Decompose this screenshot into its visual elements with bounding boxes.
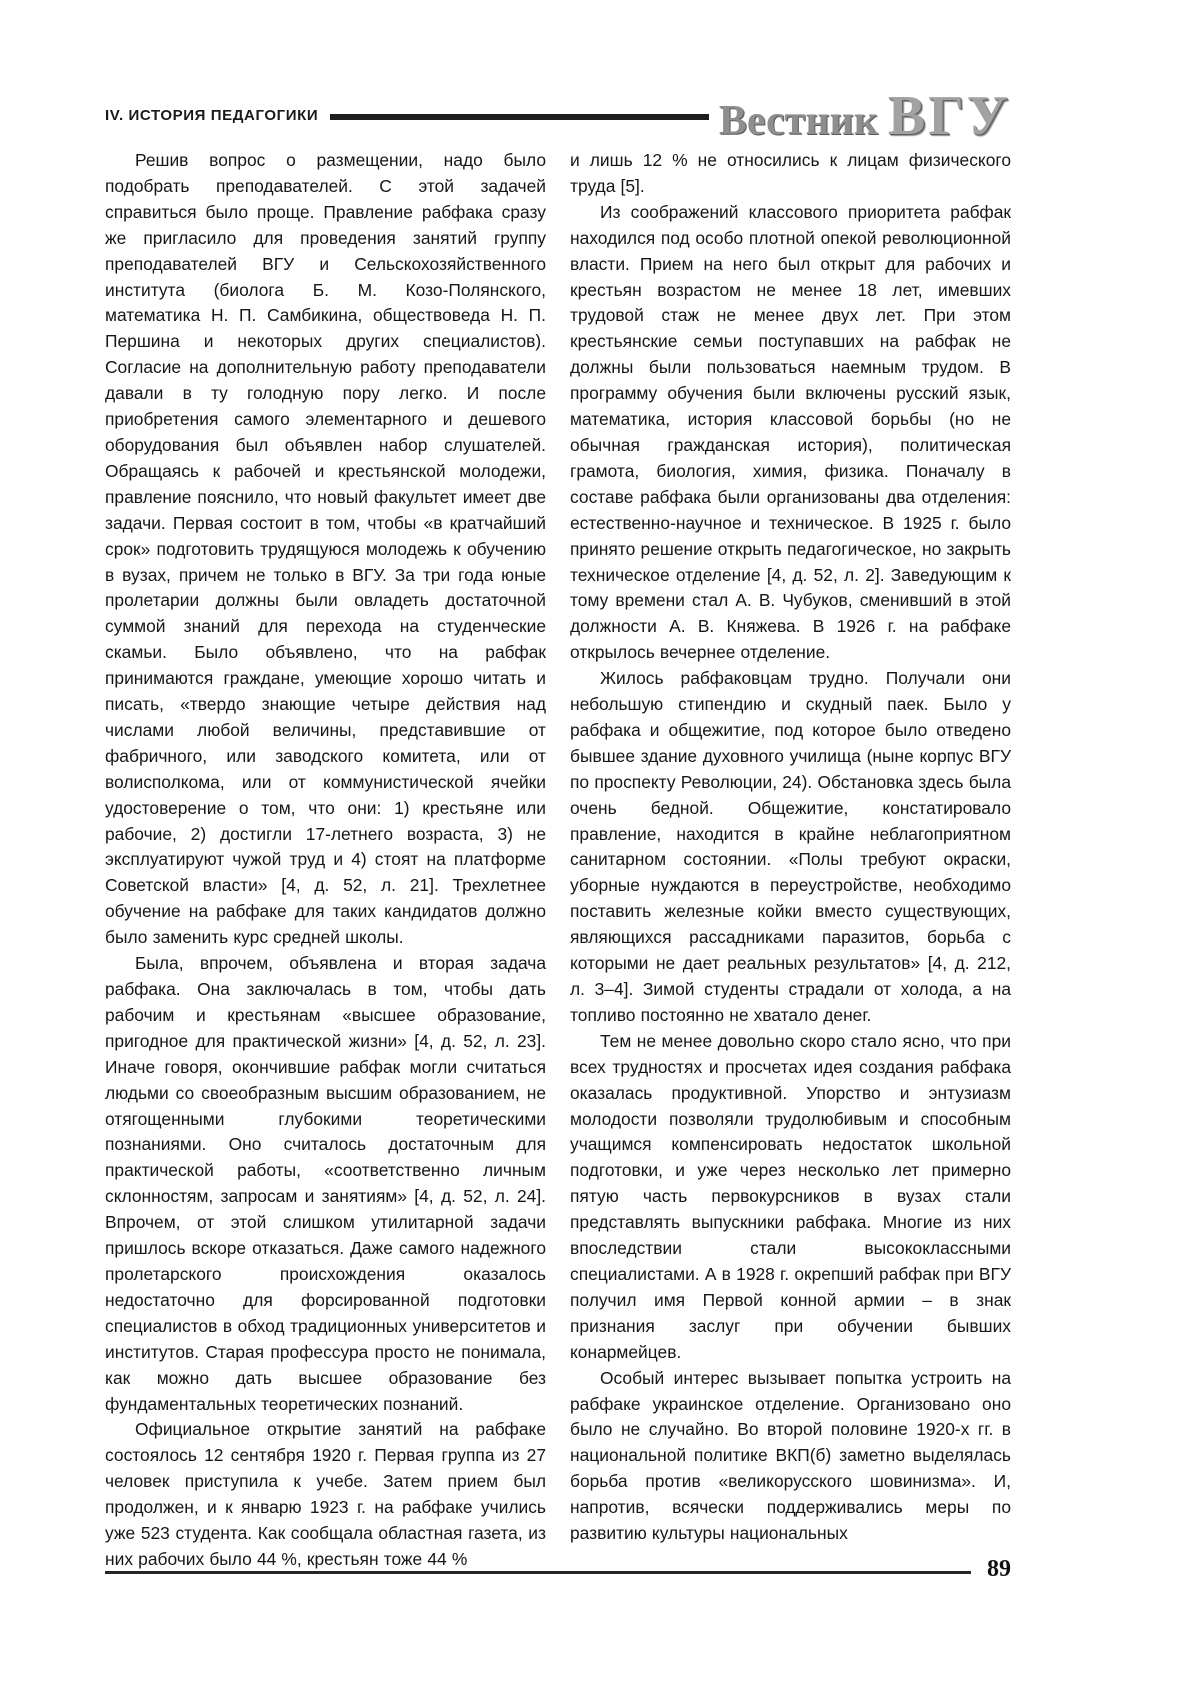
page-footer [105, 1556, 1011, 1583]
paragraph: Официальное открытие занятий на рабфаке состоялось 12 сентября 1920 г. Первая группа из 27 человек приступила к учебе. Затем прием был продолжен, и к январю 1923 г. на рабфаке учились уже 523 студента. Как сообщала областная газета, из них рабочих было 44 %, крестьян тоже 44 % [105, 1419, 546, 1569]
article-body [105, 148, 1011, 1573]
journal-logo [719, 84, 1011, 148]
page-number: 89 [987, 1556, 1011, 1582]
paragraph: и лишь 12 % не относились к лицам физического труда [5]. [570, 150, 1011, 196]
footer-rule [105, 1571, 971, 1574]
paragraph: Жилось рабфаковцам трудно. Получали они небольшую стипендию и скудный паек. Было у рабфака и общежитие, под которое было отведено бывшее здание духовного училища (ныне корпус ВГУ по проспекту Революции, 24). Обстановка здесь была очень бедной. Общежитие, констатировало правление, находится в крайне неблагоприятном санитарном состоянии. «Полы требуют окраски, уборные нуждаются в переустройстве, необходимо поставить железные койки вместо существующих, являющихся рассадниками паразитов, борьба с которыми не дает реальных результатов» [4, д. 212, л. 3–4]. Зимой студенты страдали от холода, а на топливо постоянно не хватало денег. [570, 668, 1011, 1025]
paragraph: Решив вопрос о размещении, надо было подобрать преподавателей. С этой задачей справиться было проще. Правление рабфака сразу же пригласило для проведения занятий группу преподавателей ВГУ и Сельскохозяйственного института (биолога Б. М. Козо-Полянского, математика Н. П. Самбикина, обществоведа Н. П. Першина и некоторых других специалистов). Согласие на дополнительную работу преподаватели давали в ту голодную пору легко. И после приобретения самого элементарного и дешевого оборудования был объявлен набор слушателей. Обращаясь к рабочей и крестьянской молодежи, правление пояснило, что новый факультет имеет две задачи. Первая состоит в том, чтобы «в кратчайший срок» подготовить трудящуюся молодежь к обучению в вузах, причем не только в ВГУ. За три года юные пролетарии должны были овладеть достаточной суммой знаний для перехода на студенческие скамьи. Было объявлено, что на рабфак принимаются граждане, умеющие хорошо читать и писать, «твердо знающие четыре действия над числами любой величины, представившие от фабричного, или заводского комитета, или от волисполкома, или от коммунистической ячейки удостоверение о том, что они: 1) крестьяне или рабочие, 2) достигли 17-летнего возраста, 3) не эксплуатируют чужой труд и 4) стоят на платформе Советской власти» [4, д. 52, л. 21]. Трехлетнее обучение на рабфаке для таких кандидатов должно было заменить курс средней школы. [105, 150, 546, 948]
header-double-rule [330, 114, 709, 120]
paragraph: Особый интерес вызывает попытка устроить на рабфаке украинское отделение. Организовано оно было не случайно. Во второй половине 1920-х гг. в национальной политике ВКП(б) заметно выделялась борьба против «великорусского шовинизма». И, напротив, всячески поддерживались меры по развитию культуры национальных [570, 1367, 1011, 1544]
right-column [570, 148, 1011, 1573]
left-column [105, 148, 546, 1573]
paragraph: Тем не менее довольно скоро стало ясно, что при всех трудностях и просчетах идея создания рабфака оказалась продуктивной. Упорство и энтузиазм молодости позволяли трудолюбивым и способным учащимся компенсировать недостаток школьной подготовки, и уже через несколько лет примерно пятую часть первокурсников в вузах стали представлять выпускники рабфака. Многие из них впоследствии стали высококлассными специалистами. А в 1928 г. окрепший рабфак при ВГУ получил имя Первой конной армии – в знак признания заслуг при обучении бывших конармейцев. [570, 1030, 1011, 1362]
page-header [105, 85, 1011, 147]
journal-logo-word-vgu: ВГУ [887, 85, 1011, 147]
section-title: IV. ИСТОРИЯ ПЕДАГОГИКИ [105, 106, 319, 124]
journal-logo-word-vestnik: Вестник [718, 98, 878, 144]
paragraph: Была, впрочем, объявлена и вторая задача рабфака. Она заключалась в том, чтобы дать рабочим и крестьянам «высшее образование, пригодное для практической жизни» [4, д. 52, л. 23]. Иначе говоря, окончившие рабфак могли считаться людьми со своеобразным высшим образованием, не отягощенными глубокими теоретическими познаниями. Оно считалось достаточным для практической работы, «соответственно личным склонностям, запросам и занятиям» [4, д. 52, л. 24]. Впрочем, от этой слишком утилитарной задачи пришлось вскоре отказаться. Даже самого надежного пролетарского происхождения оказалось недостаточно для форсированной подготовки специалистов в обход традиционных университетов и институтов. Старая профессура просто не понимала, как можно дать высшее образование без фундаментальных теоретических познаний. [105, 953, 546, 1414]
paragraph: Из соображений классового приоритета рабфак находился под особо плотной опекой революционной власти. Прием на него был открыт для рабочих и крестьян возрастом не менее 18 лет, имевших трудовой стаж не менее двух лет. При этом крестьянские семьи поступавших на рабфак не должны были пользоваться наемным трудом. В программу обучения были включены русский язык, математика, история классовой борьбы (но не обычная гражданская история), политическая грамота, биология, химия, физика. Поначалу в составе рабфака были организованы два отделения: естественно-научное и техническое. В 1925 г. было принято решение открыть педагогическое, но закрыть техническое отделение [4, д. 52, л. 2]. Заведующим к тому времени стал А. В. Чубуков, сменивший в этой должности А. В. Княжева. В 1926 г. на рабфаке открылось вечернее отделение. [570, 201, 1011, 663]
